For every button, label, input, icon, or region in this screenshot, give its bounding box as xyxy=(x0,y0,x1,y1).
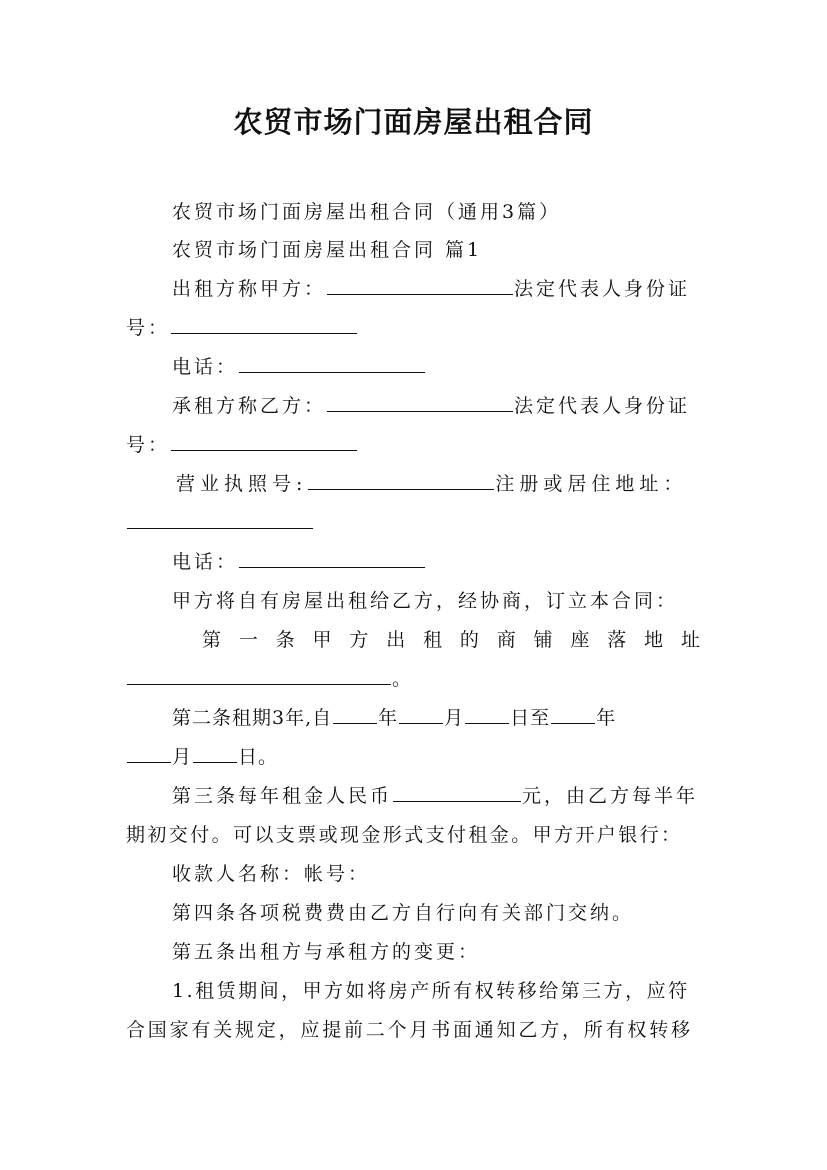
article5: 第五条出租方与承租方的变更： xyxy=(172,941,481,963)
lessor-phone-blank xyxy=(239,354,425,373)
end-day-blank xyxy=(193,744,237,763)
year-label-2: 年 xyxy=(596,707,617,729)
article3-line xyxy=(172,783,698,809)
document-title: 农贸市场门面房屋出租合同 xyxy=(233,105,594,139)
article2-line xyxy=(172,705,616,731)
payee-line: 收款人名称：帐号： xyxy=(172,863,371,885)
article2-text: 第二条租期3年,自 xyxy=(172,707,333,729)
article1-char: 租 xyxy=(423,629,443,651)
article1-line xyxy=(202,627,700,653)
lessor-phone-line xyxy=(172,354,426,380)
month-label: 月 xyxy=(444,707,465,729)
lessor-line xyxy=(172,276,690,302)
end-year-blank xyxy=(551,705,595,724)
legal-rep-id-label: 法定代表人身份证 xyxy=(514,278,691,300)
item1-line-a: 1.租赁期间，甲方如将房产所有权转移给第三方，应符 xyxy=(172,980,690,1002)
id-number-label: 号： xyxy=(126,434,171,456)
license-blank xyxy=(308,471,494,490)
lessee-id-blank xyxy=(171,432,357,451)
article4: 第四条各项税费费由乙方自行向有关部门交纳。 xyxy=(172,902,635,924)
article1-char: 的 xyxy=(459,629,479,651)
end-month-blank xyxy=(127,744,171,763)
article1-char: 一 xyxy=(238,629,258,651)
day-to-label: 日至 xyxy=(510,707,551,729)
article1-char: 商 xyxy=(496,629,516,651)
document-subtitle: 农贸市场门面房屋出租合同（通用3篇） xyxy=(172,201,562,223)
article1-address-line xyxy=(126,666,414,692)
phone-label: 电话： xyxy=(172,356,239,378)
address-line xyxy=(126,510,314,536)
article1-char: 址 xyxy=(680,629,700,651)
article1-char: 方 xyxy=(349,629,369,651)
article1-char: 座 xyxy=(570,629,590,651)
phone-label: 电话： xyxy=(172,551,239,573)
start-year-blank xyxy=(333,705,377,724)
article3-text-a: 第三条每年租金人民币 xyxy=(172,785,393,807)
month-label-2: 月 xyxy=(172,746,193,768)
article1-char: 铺 xyxy=(533,629,553,651)
article1-end: 。 xyxy=(392,668,415,690)
address-label: 注册或居住地址： xyxy=(495,473,688,495)
lessor-label: 出租方称甲方： xyxy=(172,278,327,300)
article3-text-b: 元，由乙方每半年 xyxy=(522,785,699,807)
article1-char: 出 xyxy=(386,629,406,651)
lessee-name-blank xyxy=(327,393,513,412)
article2-end-line xyxy=(126,744,278,770)
lessor-id-line xyxy=(126,315,358,341)
article1-char: 条 xyxy=(275,629,295,651)
article1-char: 地 xyxy=(644,629,664,651)
license-label: 营业执照号: xyxy=(176,473,308,495)
lessee-label: 承租方称乙方： xyxy=(172,395,327,417)
year-label: 年 xyxy=(378,707,399,729)
intro-paragraph: 甲方将自有房屋出租给乙方，经协商，订立本合同： xyxy=(172,590,679,612)
day-end-label: 日。 xyxy=(238,746,279,768)
section-heading: 农贸市场门面房屋出租合同 篇1 xyxy=(172,239,483,261)
address-blank xyxy=(127,510,313,529)
legal-rep-id-label: 法定代表人身份证 xyxy=(514,395,691,417)
id-number-label: 号： xyxy=(126,317,171,339)
lessee-line xyxy=(172,393,690,419)
start-day-blank xyxy=(465,705,509,724)
lessee-phone-line xyxy=(172,549,426,575)
article1-char: 落 xyxy=(607,629,627,651)
article3-continued: 期初交付。可以支票或现金形式支付租金。甲方开户银行： xyxy=(126,824,683,846)
lessee-phone-blank xyxy=(239,549,425,568)
lessor-id-blank xyxy=(171,315,357,334)
article1-char: 甲 xyxy=(312,629,332,651)
shop-address-blank xyxy=(127,666,391,685)
rent-amount-blank xyxy=(393,783,521,802)
item1-line-b: 合国家有关规定，应提前二个月书面通知乙方，所有权转移 xyxy=(126,1019,693,1041)
start-month-blank xyxy=(399,705,443,724)
lessee-id-line xyxy=(126,432,358,458)
article1-char: 第 xyxy=(202,629,222,651)
license-line xyxy=(176,471,687,497)
lessor-name-blank xyxy=(327,276,513,295)
